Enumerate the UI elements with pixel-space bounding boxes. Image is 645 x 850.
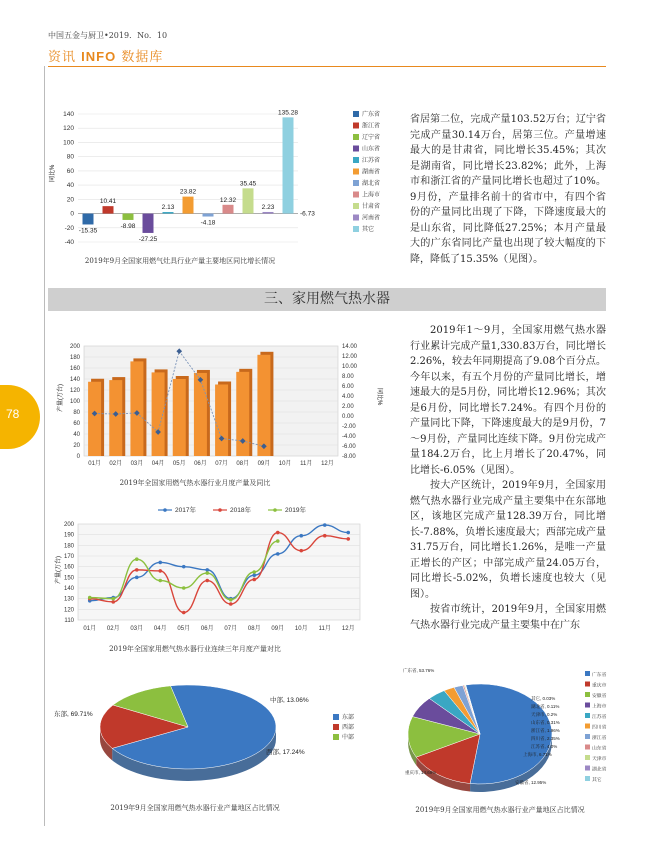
c1-ytick: 120: [63, 125, 74, 133]
brand-suffix: 数据库: [121, 50, 164, 65]
c1-bar-江苏省: [163, 212, 174, 214]
c2-bar: [88, 382, 101, 456]
c2-y2tick: 8.00: [342, 374, 354, 380]
c1-ytick: 100: [63, 139, 74, 147]
c3-legend-label: 2018年: [230, 507, 251, 514]
c2-ytick: 100: [69, 399, 80, 405]
c1-ytick: 40: [66, 182, 74, 190]
c2-y2tick: 12.00: [342, 354, 358, 360]
c3-point: [252, 578, 256, 582]
c1-ytick: 80: [66, 153, 74, 161]
c5-legend-label: 其它: [592, 778, 602, 783]
c3-point: [182, 611, 186, 615]
caption-region-pie: 2019年9月全国家用燃气热水器行业产量地区占比情况: [110, 804, 280, 812]
c3-legend-dot: [163, 508, 167, 512]
caption-three-year-compare: 2019年全国家用燃气热水器行业连续三年月度产量对比: [109, 645, 281, 653]
c4-slice-label: 西部, 17.24%: [266, 749, 305, 756]
c2-y2label: 同比%: [376, 388, 382, 406]
c4-legend-swatch: [333, 734, 339, 740]
c5-slice-label: 安徽省, 12.95%: [515, 780, 547, 785]
c1-ytick: 140: [63, 111, 74, 118]
section-brand: [48, 46, 163, 65]
c2-y2tick: -4.00: [342, 434, 356, 440]
c2-ytick: 60: [73, 421, 80, 427]
c3-point: [346, 537, 350, 541]
c2-ytick: 160: [69, 366, 80, 372]
c2-xtick: 07月: [215, 461, 228, 467]
c2-bar: [215, 385, 228, 457]
c1-bar-辽宁省: [123, 214, 134, 220]
c5-legend-label: 湖北省: [592, 767, 607, 773]
c1-bar-上海市: [223, 205, 234, 214]
c3-point: [135, 568, 139, 572]
c1-bar-湖南省: [183, 197, 194, 214]
c1-legend-label: 其它: [362, 227, 375, 233]
c1-legend-label: 甘肃省: [362, 204, 381, 210]
c2-y2tick: 4.00: [342, 394, 354, 400]
c5-legend-swatch: [585, 776, 590, 781]
c1-legend-label: 湖北省: [362, 181, 381, 187]
c5-legend-swatch: [585, 682, 590, 687]
margin-line: [44, 66, 45, 826]
c1-legend-swatch: [353, 134, 359, 140]
c2-bar: [257, 355, 270, 456]
c2-ytick: 180: [69, 355, 80, 361]
c1-legend-swatch: [353, 123, 359, 129]
journal-header: 中国五金与厨卫•2019．No．10: [48, 31, 168, 40]
c2-y2tick: 14.00: [342, 344, 358, 350]
c3-xtick: 09月: [271, 626, 285, 632]
c5-legend-label: 四川省: [592, 725, 607, 731]
c3-point: [346, 531, 350, 535]
c4-legend-swatch: [333, 724, 339, 730]
c4-slice-label: 中部, 13.06%: [270, 697, 309, 704]
c3-xtick: 05月: [177, 626, 191, 632]
c2-xtick: 06月: [194, 461, 207, 467]
paragraph-4: 按省市统计，2019年9月，全国家用燃气热水器行业完成产量主要集中在广东: [410, 604, 606, 631]
brand-en: INFO: [81, 49, 117, 64]
c3-ytick: 160: [63, 564, 74, 571]
c3-point: [111, 600, 115, 604]
c1-ytick: -40: [64, 239, 74, 246]
c3-point: [182, 565, 186, 569]
c1-value-label: 2.23: [261, 203, 275, 211]
c1-legend-label: 河南省: [362, 215, 381, 222]
c5-legend-label: 江苏省: [592, 715, 607, 720]
c1-legend-swatch: [353, 226, 359, 232]
c3-xtick: 10月: [294, 626, 308, 632]
c5-legend-swatch: [585, 713, 590, 718]
c3-point: [135, 557, 139, 561]
c2-ytick: 20: [73, 443, 80, 449]
c5-legend-label: 上海市: [592, 704, 607, 710]
caption-region-growth: 2019年9月全国家用燃气灶具行业产量主要地区同比增长情况: [84, 257, 276, 265]
c3-point: [276, 552, 280, 556]
c3-point: [276, 531, 280, 535]
c3-xtick: 11月: [318, 626, 331, 632]
c5-slice-label: 上海市, 6.71%: [523, 752, 552, 757]
c3-point: [88, 596, 92, 600]
c3-legend-dot: [273, 508, 277, 512]
c3-point: [205, 571, 209, 575]
c5-slice-label: 重庆市, 14.69%: [405, 770, 437, 775]
c4-slice-label: 东部, 69.71%: [54, 711, 93, 718]
c1-value-label: 2.13: [161, 204, 175, 212]
c5-slice-label: 山东省, 0.31%: [531, 720, 560, 725]
c3-point: [299, 549, 303, 553]
c1-ytick: 0: [70, 210, 74, 218]
c1-ytick: 60: [66, 167, 74, 175]
c2-xtick: 10月: [278, 461, 292, 467]
c3-point: [323, 534, 327, 538]
c1-bar-湖北省: [203, 214, 214, 217]
paragraph-2: 2019年1～9月，全国家用燃气热水器行业累计完成产量1,330.83万台，同比增长2.26%，较去年同期提高了9.08个百分点。今年以来，有五个月份的产量同比增长，增速最大的是5月份，同比增长12.96%；其次是6月份，同比增长7.24%。有四个月份的产量同比下降，下降速度最大的是9月份，7～9月份，产量同比连续下降。9月份完成产量184.2万台，比上月增长了20.47%，同比增长-6.05%（见图）。: [410, 325, 606, 476]
c1-legend-swatch: [353, 215, 359, 221]
c3-xtick: 02月: [106, 626, 120, 632]
c5-slice-label: 湖北省, 0.11%: [531, 704, 560, 709]
c2-ylabel: 产量(万台): [58, 384, 64, 412]
c3-point: [252, 573, 256, 577]
c5-slice-label: 四川省, 2.35%: [531, 736, 560, 741]
c1-legend-swatch: [353, 157, 359, 163]
c3-xtick: 04月: [153, 626, 167, 632]
c5-slice-label: 天津市, 0.2%: [531, 712, 558, 717]
c5-slice-label: 广东省, 53.76%: [403, 668, 435, 673]
c5-legend-swatch: [585, 766, 590, 771]
c4-legend-swatch: [333, 714, 339, 720]
c1-bar-甘肃省: [243, 188, 254, 213]
c3-ytick: 190: [63, 532, 74, 539]
header-rule: [48, 66, 606, 67]
c1-legend-label: 浙江省: [362, 123, 381, 130]
c3-ytick: 130: [63, 596, 74, 603]
c5-slice-label: 浙江省, 1.96%: [531, 728, 560, 733]
c1-value-label: -8.98: [120, 222, 136, 230]
c2-y2tick: 6.00: [342, 384, 354, 390]
c1-value-label: -15.35: [78, 227, 98, 235]
paragraph-1: 省居第二位，完成产量103.52万台；辽宁省完成产量30.14万台，居第三位。产量增速最大的是甘肃省，同比增长35.45%；其次是湖南省，同比增长23.82%；此外，上海市和浙江省的产量同比增长也超过了10%。9月份，产量排名前十的省市中，有四个省份的产量同比出现了下降，下降速度最大的是山东省，同比降低27.25%；本月产量最大的广东省同比产量也出现了较大幅度的下降，降低了15.35%（见图）。: [410, 114, 606, 265]
c1-ytick: -20: [64, 224, 74, 232]
c1-legend-swatch: [353, 192, 359, 198]
c3-point: [182, 586, 186, 590]
c2-ytick: 120: [69, 388, 80, 394]
c3-point: [111, 597, 115, 601]
page-number: 78: [6, 407, 20, 421]
c3-ytick: 180: [63, 543, 74, 550]
c2-ytick: 200: [69, 344, 80, 350]
c3-point: [229, 602, 233, 606]
c2-xtick: 08月: [236, 461, 250, 467]
c3-point: [158, 579, 162, 583]
text-column-2: [410, 323, 606, 633]
c3-xtick: 07月: [224, 626, 238, 632]
c2-xtick: 02月: [109, 461, 123, 467]
caption-province-pie: 2019年9月全国家用燃气热水器行业产量地区占比情况: [415, 806, 585, 814]
c2-y2tick: 0.00: [342, 414, 354, 420]
chart-region-pie: [48, 672, 378, 792]
c3-xtick: 01月: [83, 626, 97, 632]
c2-y2tick: -8.00: [342, 454, 356, 460]
c1-legend-label: 江苏省: [362, 158, 381, 164]
c1-value-label: -4.18: [200, 219, 216, 227]
c5-slice-label: 江苏省, 4.0%: [531, 744, 558, 749]
c3-point: [299, 534, 303, 538]
c3-point: [158, 569, 162, 573]
c1-legend-swatch: [353, 111, 359, 117]
c5-legend-label: 浙江省: [592, 736, 607, 741]
c3-point: [276, 539, 280, 543]
c3-point: [205, 579, 209, 583]
c2-xtick: 04月: [151, 461, 165, 467]
c1-legend-swatch: [353, 203, 359, 209]
c2-bar: [194, 373, 207, 456]
c3-legend-label: 2019年: [285, 507, 306, 514]
c1-legend-label: 湖南省: [362, 169, 381, 176]
c1-value-label: -27.25: [138, 235, 158, 243]
c1-bar-浙江省: [103, 206, 114, 213]
c2-xtick: 12月: [321, 461, 334, 467]
c5-slice-label: 其它, 0.03%: [531, 696, 556, 701]
c2-xtick: 03月: [130, 461, 144, 467]
c1-bar-其它: [283, 117, 294, 213]
c3-ylabel: 产量(万台): [56, 556, 62, 584]
c3-xtick: 12月: [341, 626, 355, 632]
c3-ytick: 150: [63, 575, 74, 582]
c5-legend-swatch: [585, 724, 590, 729]
c5-legend-label: 重庆市: [592, 683, 607, 689]
c3-xtick: 08月: [247, 626, 261, 632]
c2-ytick: 40: [73, 432, 80, 438]
c2-xtick: 11月: [300, 461, 313, 467]
c2-bar: [130, 361, 143, 456]
c3-xtick: 06月: [200, 626, 214, 632]
c1-ylabel: 同比%: [50, 164, 56, 182]
c1-extra-label: -6.73: [300, 210, 315, 218]
c2-bar: [109, 380, 122, 456]
c3-legend-dot: [218, 508, 222, 512]
c2-y2tick: 10.00: [342, 364, 358, 370]
c1-value-label: 12.32: [219, 196, 237, 204]
c3-xtick: 03月: [130, 626, 144, 632]
brand-prefix: 资讯: [48, 50, 77, 65]
c5-legend-swatch: [585, 692, 590, 697]
c1-bar-山东省: [143, 214, 154, 233]
c3-point: [158, 561, 162, 565]
c5-legend-swatch: [585, 671, 590, 676]
c2-ytick: 140: [69, 377, 80, 383]
c1-bar-广东省: [83, 214, 94, 225]
c1-bar-河南省: [263, 212, 274, 214]
c2-y2tick: -6.00: [342, 444, 356, 450]
c1-legend-label: 辽宁省: [362, 135, 381, 141]
c3-ytick: 170: [63, 554, 74, 560]
c5-legend-swatch: [585, 755, 590, 760]
c1-value-label: 23.82: [179, 188, 197, 196]
c2-xtick: 05月: [172, 461, 186, 467]
c2-bar: [173, 379, 186, 456]
c5-legend-swatch: [585, 703, 590, 708]
c5-legend-label: 山东省: [592, 746, 607, 752]
c3-ytick: 110: [64, 618, 74, 624]
chart-three-year-compare: [48, 502, 378, 642]
c1-value-label: 10.41: [99, 198, 117, 206]
chart-monthly-production: [48, 338, 393, 478]
c2-ytick: 0: [76, 454, 80, 460]
c1-legend-label: 上海市: [362, 192, 381, 199]
c5-legend-label: 广东省: [592, 673, 607, 678]
section-heading: 三、家用燃气热水器: [48, 288, 606, 311]
c3-ytick: 200: [63, 522, 74, 528]
paragraph-3: 按大产区统计，2019年9月，全国家用燃气热水器行业完成产量主要集中在东部地区，该地区完成产量128.39万台，同比增长-7.88%，负增长速度最大；西部完成产量31.75万台，同比增长1.26%，是唯一产量正增长的产区；中部完成产量24.05万台，同比增长-5.02%，负增长速度也较大（见图）。: [410, 480, 606, 600]
chart-region-growth: [48, 100, 388, 255]
caption-monthly-production: 2019年全国家用燃气热水器行业月度产量及同比: [119, 479, 271, 487]
c3-point: [205, 568, 209, 572]
c2-xtick: 01月: [88, 461, 101, 467]
c2-y2tick: 2.00: [342, 404, 354, 410]
c1-legend-swatch: [353, 180, 359, 186]
c1-ytick: 20: [66, 196, 74, 204]
c5-legend-swatch: [585, 745, 590, 750]
c1-legend-swatch: [353, 146, 359, 152]
c3-point: [135, 576, 139, 580]
c3-ytick: 120: [63, 607, 74, 614]
c1-value-label: 135.28: [278, 109, 298, 117]
c3-point: [323, 523, 327, 527]
c4-legend-label: 东部: [342, 715, 355, 721]
c3-point: [252, 570, 256, 574]
c5-legend-label: 天津市: [592, 757, 607, 762]
c2-xtick: 09月: [257, 461, 271, 467]
c5-legend-swatch: [585, 734, 590, 739]
c2-y2tick: -2.00: [342, 424, 356, 430]
c2-ytick: 80: [73, 410, 80, 416]
c1-legend-swatch: [353, 169, 359, 175]
c1-legend-label: 广东省: [362, 112, 381, 118]
c1-legend-label: 山东省: [362, 146, 381, 153]
c5-legend-label: 安徽省: [592, 694, 607, 699]
c3-legend-label: 2017年: [175, 507, 196, 514]
c4-legend-label: 中部: [342, 735, 355, 741]
c1-value-label: 35.45: [239, 180, 257, 188]
c4-legend-label: 西部: [342, 725, 355, 731]
c3-ytick: 140: [63, 586, 74, 592]
chart-province-pie: [395, 662, 610, 802]
c3-point: [229, 598, 233, 602]
